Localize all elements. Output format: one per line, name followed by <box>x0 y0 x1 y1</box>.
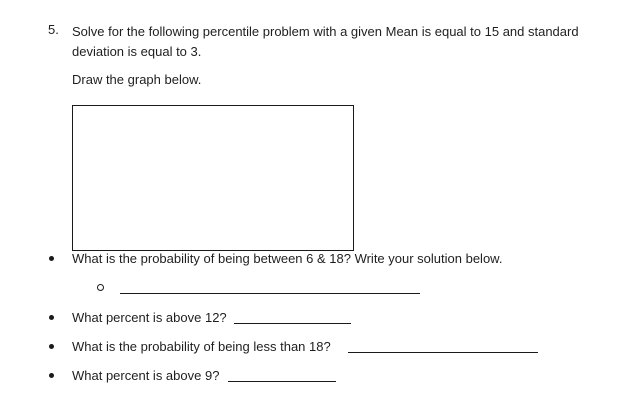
graph-drawing-box[interactable] <box>72 105 354 251</box>
answer-blank-3[interactable] <box>348 352 538 353</box>
item-2-text: What percent is above 12? <box>72 310 227 325</box>
draw-instruction: Draw the graph below. <box>72 72 202 87</box>
bullet-icon <box>49 344 54 349</box>
bullet-icon <box>49 315 54 320</box>
item-4-text: What percent is above 9? <box>72 368 220 383</box>
question-text <box>72 22 579 62</box>
question-line-2: deviation is equal to 3. <box>72 44 202 59</box>
bullet-icon <box>49 373 54 378</box>
answer-blank-4[interactable] <box>228 381 336 382</box>
answer-blank-1[interactable] <box>120 293 420 294</box>
hollow-bullet-icon <box>97 284 104 291</box>
answer-blank-2[interactable] <box>234 323 351 324</box>
question-number: 5. <box>48 22 59 37</box>
item-1-text: What is the probability of being between 6 & 18? Write your solution below. <box>72 251 503 266</box>
item-3-text: What is the probability of being less than 18? <box>72 339 331 354</box>
bullet-icon <box>49 256 54 261</box>
question-line-1: Solve for the following percentile problem with a given Mean is equal to 15 and standard <box>72 24 579 39</box>
